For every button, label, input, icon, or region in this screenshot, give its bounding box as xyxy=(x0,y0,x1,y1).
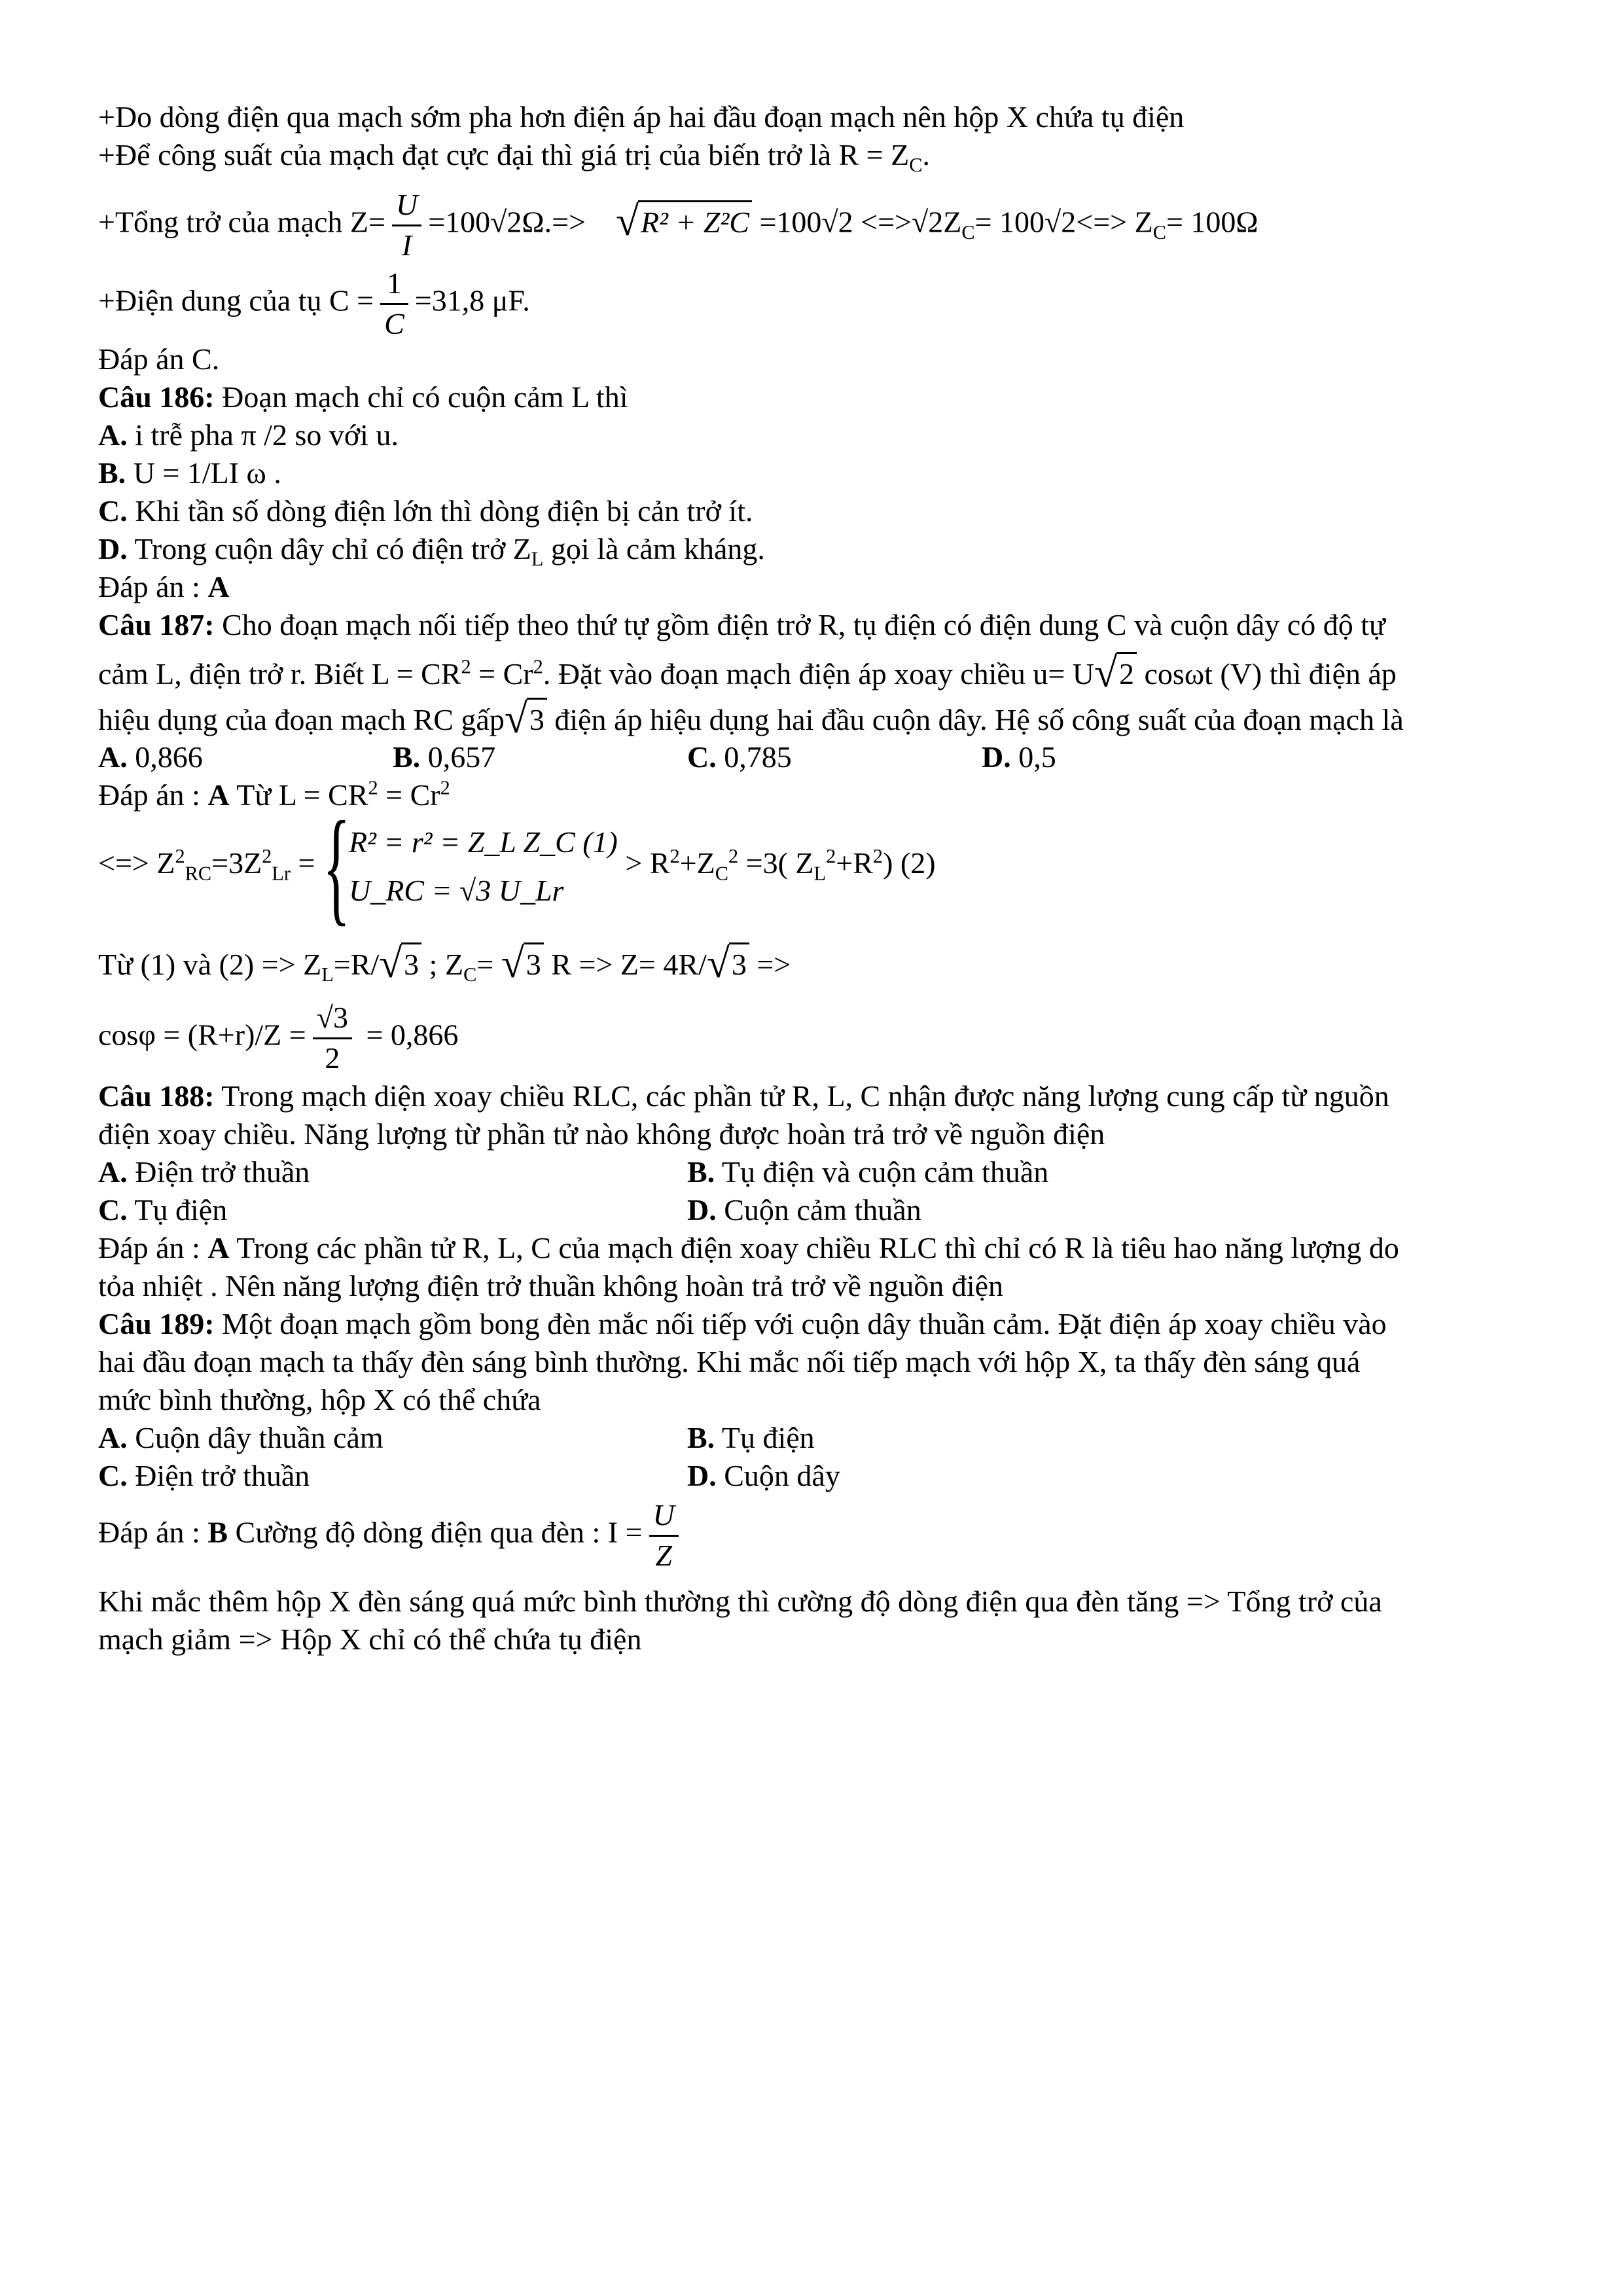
sqrt-3-c: √ 3 xyxy=(707,942,749,984)
fraction-u-over-i: $\frac{U}{I}$ xyxy=(392,188,421,262)
q186-option-c: C. Khi tần số dòng điện lớn thì dòng điện bị cản trở ít. xyxy=(98,494,753,528)
q189-answer: Đáp án : B Cường độ dòng điện qua đèn : I = $\frac{U}{Z}$ xyxy=(98,1499,685,1572)
question-188: Câu 188: Trong mạch diện xoay chiều RLC, các phần tử R, L, C nhận được năng lượng cung cấp từ nguồn xyxy=(98,1079,1389,1113)
q189-line-3: mức bình thường, hộp X có thể chứa xyxy=(98,1383,541,1416)
q188-options-ab xyxy=(98,1153,1538,1191)
line-dien-dung: +Điện dung của tụ C = $\frac{1}{C}$ =31,8 μF. xyxy=(98,266,530,340)
sqrt-3-b: √ 3 xyxy=(501,942,544,984)
line-dap-an-c: Đáp án C. xyxy=(98,342,220,376)
q189-option-a: A. Cuộn dây thuần cảm xyxy=(98,1421,383,1454)
q188-option-b: B. Tụ điện và cuộn cảm thuần xyxy=(687,1155,1049,1189)
q189-final-line-2: mạch giảm => Hộp X chỉ có thể chứa tụ điện xyxy=(98,1623,642,1656)
q188-answer-line-2: tỏa nhiệt . Nên năng lượng điện trở thuần không hoàn trả trở về nguồn điện xyxy=(98,1269,1004,1302)
line-cong-suat-cuc-dai: +Để công suất của mạch đạt cực đại thì giá trị của biến trở là $R = Z_C$. xyxy=(98,138,930,177)
q189-options-ab xyxy=(98,1419,1538,1457)
q186-option-b: B. U = 1/LI ω . xyxy=(98,456,281,490)
line-tong-tro: +Tổng trở của mạch Z= $\frac{U}{I}$ =100√2Ω.=> √ $R^2 + Z^2C =100√2 <=>√2Z_C= 100√2<=> Z_C= 100\Omega$ xyxy=(98,188,1258,262)
line-hop-x-tu-dien: +Do dòng điện qua mạch sớm pha hơn điện áp hai đầu đoạn mạch nên hộp X chứa tụ điện xyxy=(98,100,1185,134)
equation-system: { R² = r² = Z_L Z_C (1) U_RC = √3 U_Lr xyxy=(322,795,618,937)
question-189: Câu 189: Một đoạn mạch gồm bong đèn mắc nối tiếp với cuộn dây thuần cảm. Đặt điện áp xoay chiều vào xyxy=(98,1307,1387,1340)
q187-derivation: Từ (1) và $(2) => Z_L=R/√$ 3 ; $Z_C=$ √ 3 R => Z= 4R/√ 3 => xyxy=(98,942,791,984)
fraction-u-over-z: $\frac{U}{Z}$ xyxy=(649,1499,679,1572)
sqrt-3-a: √ 3 xyxy=(379,942,421,984)
q189-options-cd xyxy=(98,1457,1538,1495)
q187-cos-phi: cosφ = (R+r)/Z = $\frac{√3}{2}$ = 0,866 xyxy=(98,1001,459,1075)
q186-option-a: A. i trễ pha π /2 so với u. xyxy=(98,418,399,452)
q188-options-cd xyxy=(98,1191,1538,1229)
q186-answer: Đáp án : A xyxy=(98,570,230,603)
q188-line-2: điện xoay chiều. Năng lượng từ phần tử nào không được hoàn trả trở về nguồn điện xyxy=(98,1117,1105,1151)
q189-line-2: hai đầu đoạn mạch ta thấy đèn sáng bình thường. Khi mắc nối tiếp mạch với hộp X, ta thấy đèn sáng quá xyxy=(98,1345,1361,1378)
q189-final-line-1: Khi mắc thêm hộp X đèn sáng quá mức bình thường thì cường độ dòng điện qua đèn tăng => Tổng trở của xyxy=(98,1585,1382,1618)
q186-option-d: D. Trong cuộn dây chỉ có điện trở $Z_L$ gọi là cảm kháng. xyxy=(98,532,765,571)
q187-line-3: hiệu dụng của đoạn mạch RC gấp√ 3 điện áp hiệu dụng hai đầu cuộn dây. Hệ số công suất của đoạn mạch là xyxy=(98,698,1404,739)
sqrt-2: √ 2 xyxy=(1094,652,1137,693)
q188-option-c: C. Tụ điện xyxy=(98,1193,228,1227)
q187-option-d: D. 0,5 xyxy=(982,740,1056,774)
sqrt-3: √ 3 xyxy=(505,698,547,739)
fraction-1-over-c: $\frac{1}{C}$ xyxy=(380,267,408,340)
q188-option-a: A. Điện trở thuần xyxy=(98,1155,310,1189)
question-186: Câu 186: Đoạn mạch chỉ có cuộn cảm L thì xyxy=(98,380,628,414)
q187-system-equation: <=> $Z^2_{RC}=3Z^2_{Lr}$ = { R² = r² = Z_L Z_C (1) U_RC = √3 U_Lr > $R^2+Z_C^2 =3$( $Z_L^2+R^2$) (2) xyxy=(98,795,936,937)
question-187: Câu 187: Cho đoạn mạch nối tiếp theo thứ tự gồm điện trở R, tụ điện có điện dung C và cuộn dây có độ tự xyxy=(98,608,1385,641)
q189-option-d: D. Cuộn dây xyxy=(687,1459,840,1492)
q189-option-c: C. Điện trở thuần xyxy=(98,1459,310,1492)
q187-answer: Đáp án : A Từ $L = CR^2 = Cr^2$ xyxy=(98,776,450,812)
fraction-sqrt3-over-2: $\frac{√3}{2}$ xyxy=(313,1001,352,1075)
q187-option-b: B. 0,657 xyxy=(393,740,496,774)
q187-option-a: A. 0,866 xyxy=(98,740,203,774)
q187-line-2: cảm L, điện trở r. Biết $L = CR^2 = Cr^2$. Đặt vào đoạn mạch điện áp xoay chiều u= U√ 2 cosωt (V) thì điện áp xyxy=(98,652,1397,693)
q187-options xyxy=(98,738,1538,776)
q188-answer: Đáp án : A Trong các phần tử R, L, C của mạch điện xoay chiều RLC thì chỉ có R là tiêu hao năng lượng do xyxy=(98,1231,1399,1265)
q187-option-c: C. 0,785 xyxy=(687,740,792,774)
q188-option-d: D. Cuộn cảm thuần xyxy=(687,1193,921,1227)
q189-option-b: B. Tụ điện xyxy=(687,1421,815,1454)
sqrt-r2-zc2: √ R² + Z²C xyxy=(616,200,752,242)
